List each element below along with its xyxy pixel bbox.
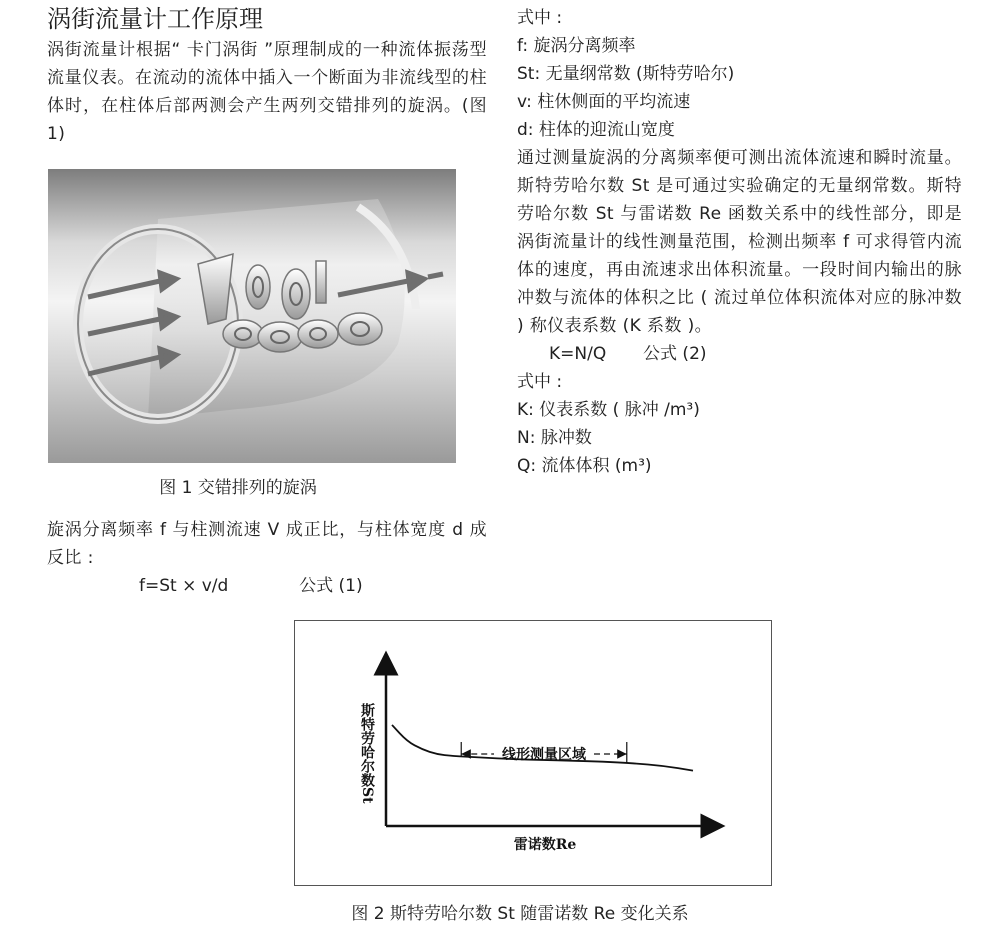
explanation-paragraph: 通过测量旋涡的分离频率便可测出流体流速和瞬时流量。斯特劳哈尔数 St 是可通过实验确定的无量纲常数。斯特劳哈尔数 St 与雷诺数 Re 函数关系中的线性部分，即是涡街流量计的线性测量范围，检测出频率 f 可求得管内流体的速度，再由流速求出体积流量。一段时间内输出的脉冲数与流体的体积之比 ( 流过单位体积流体对应的脉冲数 ) 称仪表系数 (K 系数 )。 (517, 148, 962, 336)
proportionality-paragraph: 旋涡分离频率 f 与柱测流速 V 成正比，与柱体宽度 d 成反比 : (47, 520, 487, 568)
definition-n: N: 脉冲数 (517, 428, 592, 448)
where-label-1: 式中 : (517, 8, 563, 28)
intro-paragraph: 涡街流量计根据“ 卡门涡街 ”原理制成的一种流体振荡型流量仪表。在流动的流体中插入一个断面为非流线型的柱体时，在柱体后部两测会产生两列交错排列的旋涡。(图 1) (47, 40, 487, 144)
article-title: 涡街流量计工作原理 (47, 5, 263, 33)
definition-v: v: 柱休侧面的平均流速 (517, 92, 691, 112)
formula-2-label: 公式 (2) (643, 344, 707, 364)
left-column (47, 0, 487, 148)
vortex-pipe-image (48, 169, 456, 463)
formula-1 (47, 572, 487, 600)
formula-1-expression: f=St × v/d (139, 576, 229, 596)
y-axis-label: 斯特劳哈尔数St (359, 703, 375, 804)
formula-2-expression: K=N/Q (549, 344, 607, 364)
st-re-chart (295, 621, 770, 884)
definition-k: K: 仪表系数 ( 脉冲 /m³) (517, 400, 700, 420)
figure-1-vortex-illustration (48, 169, 456, 463)
definition-q: Q: 流体体积 (m³) (517, 456, 652, 476)
definition-f: f: 旋涡分离频率 (517, 36, 636, 56)
figure-2-chart-frame (294, 620, 772, 886)
left-lower-text (47, 516, 487, 600)
figure-1-caption: 图 1 交错排列的旋涡 (159, 478, 317, 498)
where-label-2: 式中 : (517, 372, 563, 392)
linear-range-annotation: 线形测量区域 (502, 747, 587, 763)
x-axis-label: 雷诺数Re (513, 837, 577, 853)
formula-2 (517, 340, 962, 368)
definition-d: d: 柱体的迎流山宽度 (517, 120, 675, 140)
definition-st: St: 无量纲常数 (斯特劳哈尔) (517, 64, 735, 84)
formula-1-label: 公式 (1) (299, 576, 363, 596)
figure-2-caption: 图 2 斯特劳哈尔数 St 随雷诺数 Re 变化关系 (351, 904, 689, 924)
right-column (517, 0, 962, 480)
